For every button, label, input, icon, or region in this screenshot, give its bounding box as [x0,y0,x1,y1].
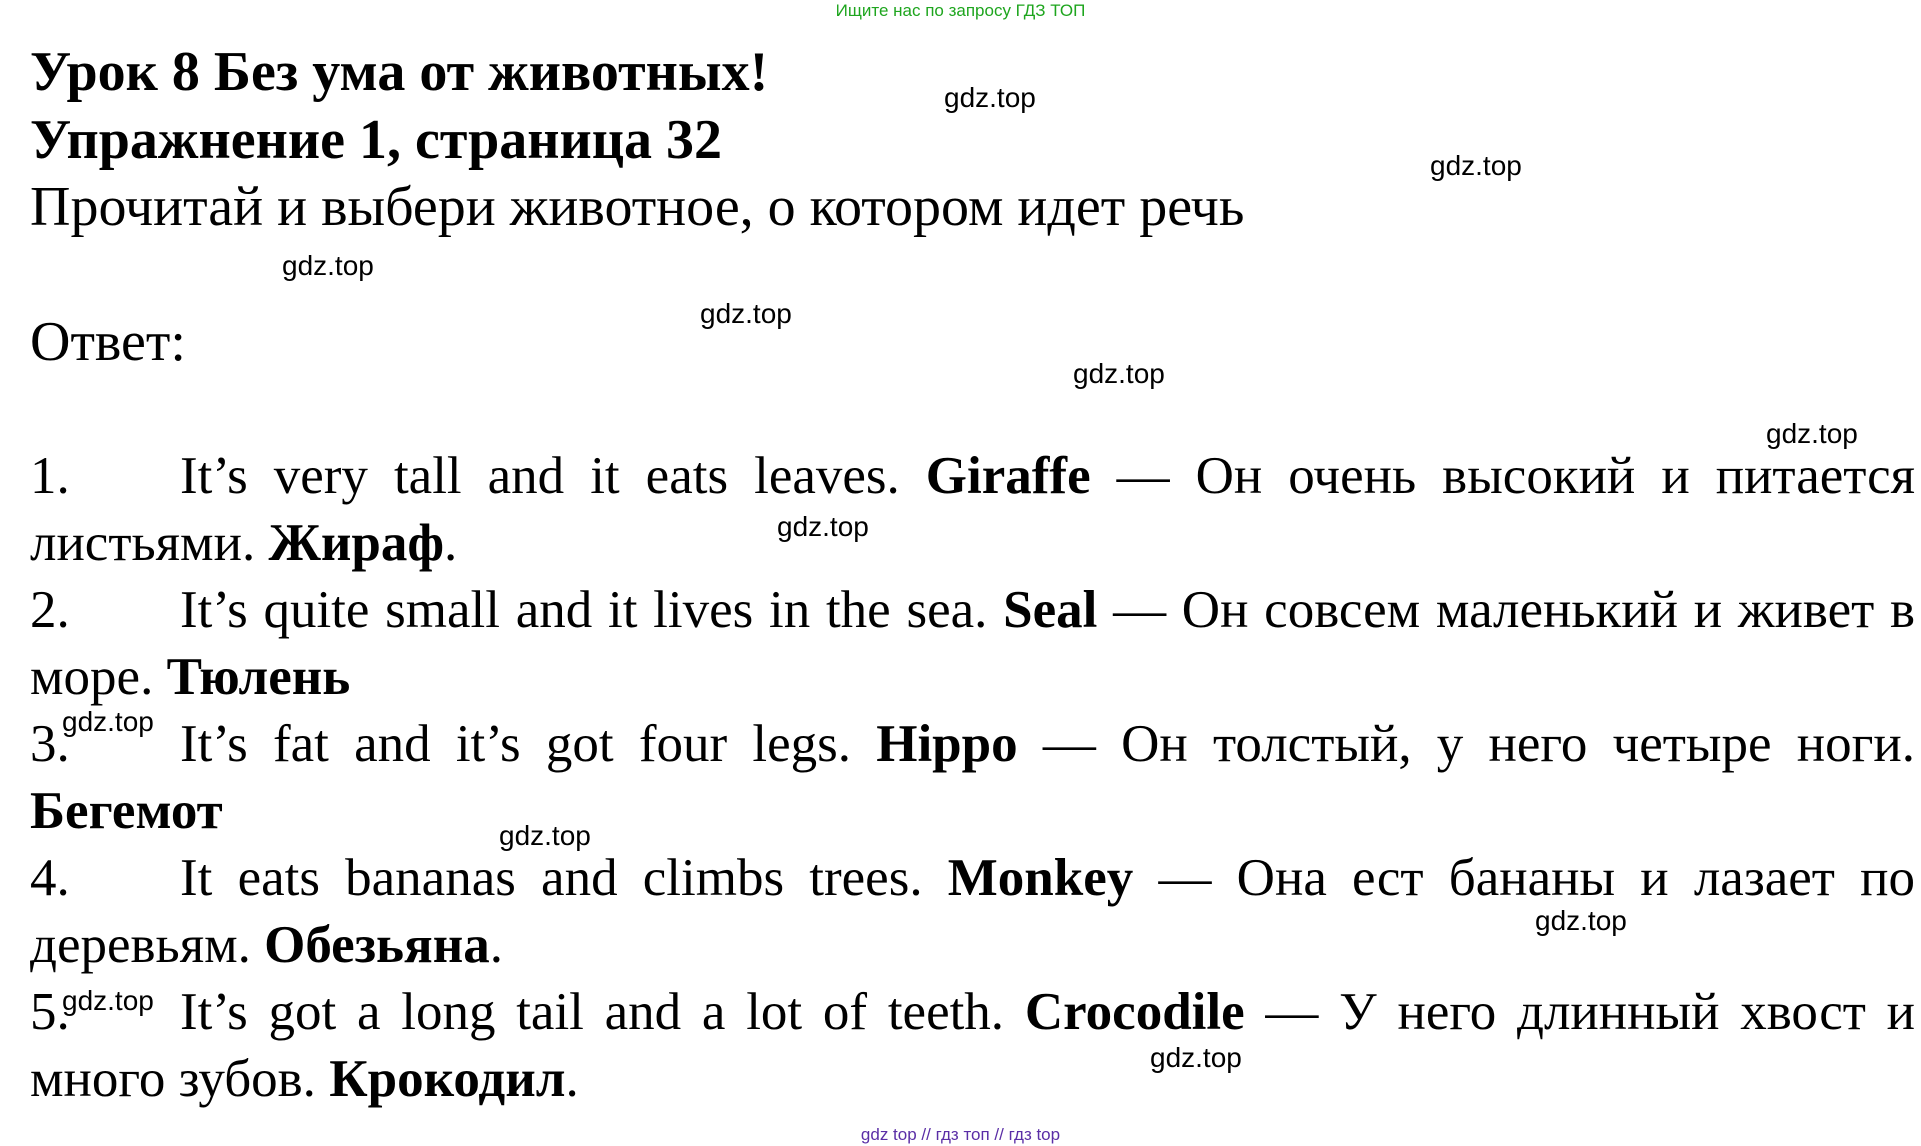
watermark: gdz.top [62,706,154,737]
answer-item-5 [30,979,1915,1113]
watermark: gdz.top [499,820,591,851]
answer-item-2 [30,577,1915,711]
watermark: gdz.top [777,511,869,542]
english-animal: Hippo [876,715,1018,773]
english-sentence: It’s got a long tail and a lot of teeth. [180,983,1005,1041]
russian-animal: Обезьяна [264,916,490,974]
watermark: gdz.top [1430,150,1522,181]
russian-sentence: — Она ест бананы и лазает по деревьям. [30,849,1916,974]
answer-number: 4. [30,849,70,907]
watermark: gdz.top [944,82,1036,113]
russian-animal: Жираф [268,514,445,572]
english-animal: Giraffe [925,447,1091,505]
answer-number: 3. [30,715,70,773]
english-animal: Seal [1003,581,1098,639]
russian-sentence: — Он толстый, у него четыре ноги. [1042,715,1915,773]
russian-sentence: — У него длинный хвост и много зубов. [30,983,1916,1108]
russian-sentence: — Он совсем маленький и живет в море. [30,581,1916,706]
sentence-end: . [444,514,458,572]
russian-animal: Крокодил [329,1050,566,1108]
english-sentence: It’s fat and it’s got four legs. [180,715,851,773]
watermark: gdz.top [1073,358,1165,389]
english-sentence: It’s quite small and it lives in the sea. [180,581,988,639]
watermark: gdz.top [62,985,154,1016]
exercise-instruction: Прочитай и выбери животное, о котором идет речь [30,176,1245,238]
bottom-banner: gdz top // гдз топ // гдз top [860,1125,1061,1144]
answer-number: 5. [30,983,70,1041]
watermark: gdz.top [1535,905,1627,936]
answer-item-4 [30,845,1915,979]
answer-number: 2. [30,581,70,639]
lesson-title: Урок 8 Без ума от животных! [30,41,769,103]
russian-sentence: — Он очень высокий и питается листьями. [30,447,1915,572]
watermark: gdz.top [700,298,792,329]
answer-item-3 [30,711,1915,845]
english-sentence: It eats bananas and climbs trees. [180,849,923,907]
answer-list [30,443,1915,1113]
watermark: gdz.top [282,250,374,281]
answer-number: 1. [30,447,70,505]
top-banner: Ищите нас по запросу ГДЗ ТОП [835,1,1086,20]
exercise-title: Упражнение 1, страница 32 [30,109,723,171]
russian-animal: Тюлень [166,648,351,706]
sentence-end: . [489,916,503,974]
english-animal: Monkey [947,849,1134,907]
english-sentence: It’s very tall and it eats leaves. [180,447,900,505]
answer-item-1 [30,443,1915,577]
russian-animal: Бегемот [30,782,223,840]
answer-label: Ответ: [30,311,186,373]
watermark: gdz.top [1150,1042,1242,1073]
watermark: gdz.top [1766,418,1858,449]
sentence-end: . [565,1050,579,1108]
english-animal: Crocodile [1024,983,1245,1041]
